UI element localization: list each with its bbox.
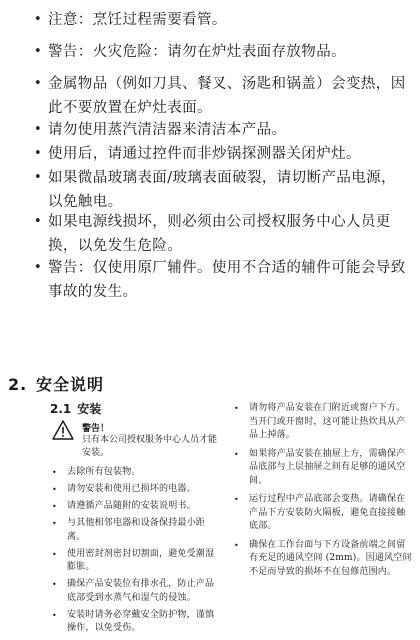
bullet-icon: • — [52, 580, 57, 589]
bullet-icon: • — [34, 146, 43, 161]
section-heading — [8, 372, 104, 395]
list-item — [34, 210, 410, 258]
item-text: 与其他相邻电器和设备保持最小距离。 — [67, 518, 206, 542]
item-text: 请勿安装和使用已损坏的电器。 — [67, 484, 196, 494]
list-item — [232, 493, 412, 534]
section-number: 2. — [8, 375, 28, 394]
bullet-icon: • — [34, 122, 43, 137]
list-item — [50, 500, 218, 514]
item-text: 去除所有包装物。 — [67, 467, 141, 477]
bullet-text: 使用后，请通过控件而非炒锅探测器关闭炉灶。 — [48, 146, 361, 162]
bullet-icon: • — [52, 610, 57, 620]
subsection-title: 安装 — [77, 402, 102, 416]
warning-title: 警告！ — [82, 424, 110, 434]
install-list-left — [50, 466, 218, 639]
subsection-number: 2.1 — [50, 402, 72, 416]
bullet-icon: • — [52, 549, 57, 559]
bullet-text: 警告：火灾危险：请勿在炉灶表面存放物品。 — [48, 44, 346, 60]
list-item — [50, 483, 218, 497]
bullet-text: 注意：烹饪过程需要看管。 — [48, 12, 227, 28]
list-item — [50, 517, 218, 544]
item-text: 确保产品安装位有排水孔，防止产品底部受到水蒸气和湿气的侵蚀。 — [67, 579, 215, 603]
list-item — [232, 402, 412, 443]
bullet-icon: • — [34, 12, 43, 27]
item-text: 如果将产品安装在抽屉上方，需确保产品底部与上层抽屉之间有足够的通风空间。 — [249, 448, 406, 486]
item-text: 使用密封剂密封切割面，避免受潮湿膨胀。 — [67, 548, 215, 572]
list-item — [50, 609, 218, 636]
warning-triangle-icon — [52, 420, 74, 440]
item-text: 运行过程中产品底部会变热。请确保在产品下方安装防火隔板，避免直接接触底部。 — [249, 494, 406, 531]
list-item — [34, 8, 410, 32]
list-item — [232, 448, 412, 489]
list-item — [50, 466, 218, 480]
bullet-text: 金属物品（例如刀具、餐叉、汤匙和锅盖）会变热，因此不要放置在炉灶表面。 — [48, 76, 406, 116]
bullet-icon: • — [52, 468, 57, 477]
bullet-text: 警告：仅使用原厂辅件。使用不合适的辅件可能会导致事故的发生。 — [48, 260, 406, 300]
list-item — [34, 256, 410, 304]
bullet-icon: • — [34, 76, 43, 91]
item-text: 请遵循产品随附的安装说明书。 — [67, 501, 196, 511]
list-item — [34, 142, 410, 166]
bullet-icon: • — [234, 540, 239, 550]
list-item — [232, 539, 412, 580]
bullet-text: 请勿使用蒸汽清洁器来清洁本产品。 — [48, 122, 287, 138]
bullet-text: 如果电源线损坏，则必须由公司授权服务中心人员更换，以免发生危险。 — [48, 214, 391, 254]
bullet-text: 如果微晶玻璃表面/玻璃表面破裂，请切断产品电源，以免触电。 — [48, 170, 396, 210]
item-text: 安装时请务必穿戴安全防护物，谨慎操作，以免受伤。 — [67, 609, 215, 633]
list-item — [50, 548, 218, 575]
item-text: 确保在工作台面与下方设备前端之间留有充足的通风空间 (2mm)。因通风空间不足而导致的损坏不在包修范围内。 — [249, 539, 412, 577]
list-item — [34, 118, 410, 142]
section-title: 安全说明 — [36, 375, 105, 394]
bullet-icon: • — [34, 44, 43, 59]
list-item — [34, 40, 410, 64]
item-text: 请勿将产品安装在门附近或窗户下方。当开门或开窗时，这可能让热炊具从产品上掉落。 — [249, 403, 406, 440]
bullet-icon: • — [52, 519, 57, 528]
bullet-icon: • — [234, 449, 239, 459]
bullet-icon: • — [34, 214, 43, 229]
bullet-icon: • — [52, 485, 57, 494]
bullet-icon: • — [52, 502, 57, 511]
install-list-right — [232, 402, 412, 584]
subsection-heading — [50, 400, 101, 417]
bullet-icon: • — [234, 495, 239, 504]
warning-text: 只有本公司授权服务中心人员才能安装。 — [82, 435, 218, 458]
list-item — [34, 166, 410, 214]
bullet-icon: • — [34, 260, 43, 275]
bullet-icon: • — [234, 404, 239, 413]
bullet-icon: • — [34, 170, 43, 185]
list-item — [34, 72, 410, 120]
list-item — [50, 578, 218, 605]
